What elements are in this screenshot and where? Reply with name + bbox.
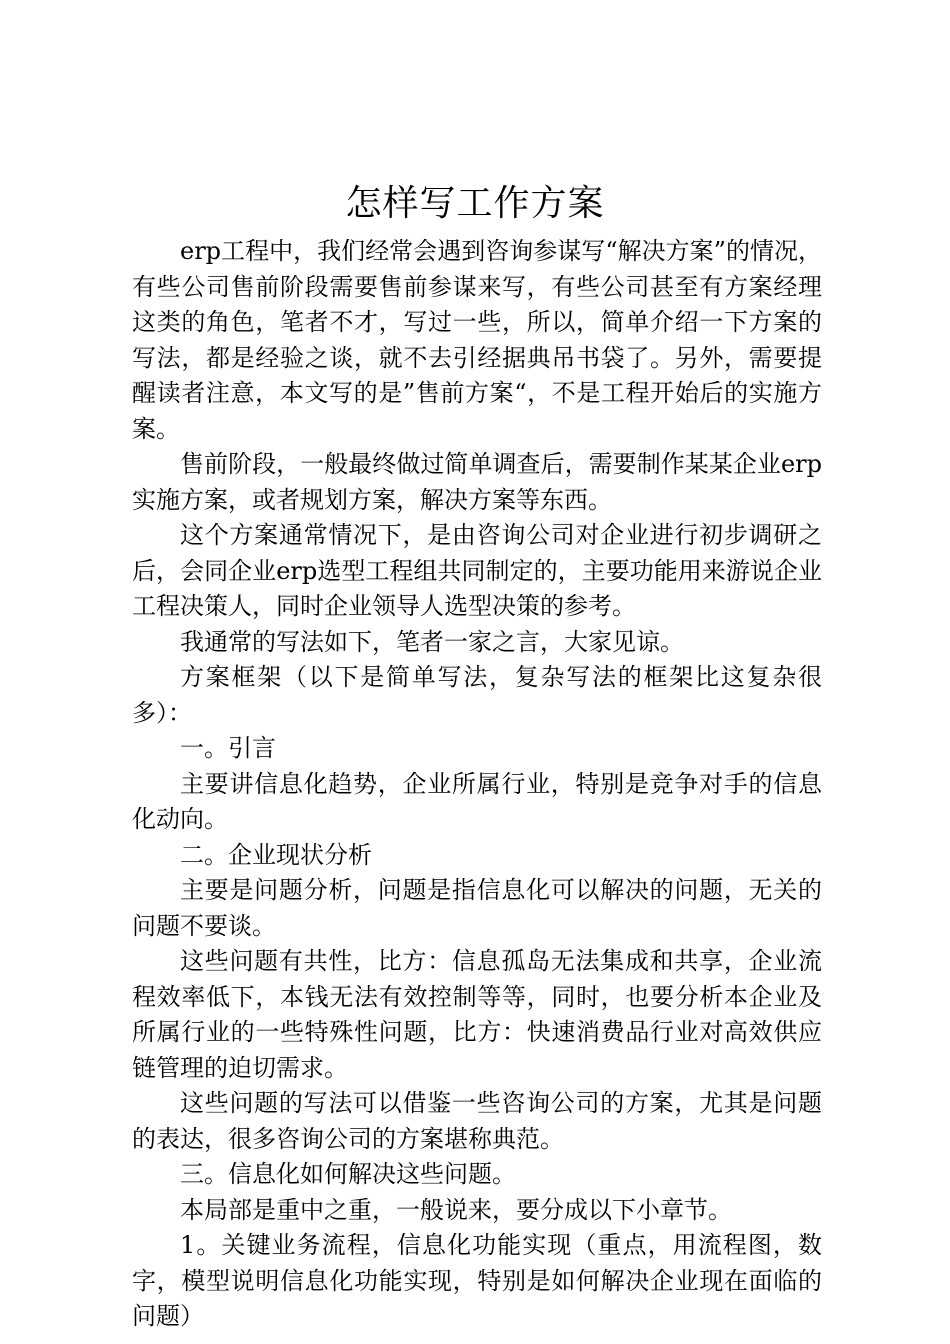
paragraph-intro: erp工程中，我们经常会遇到咨询参谋写“解决方案”的情况，有些公司售前阶段需要售前参谋来写，有些公司甚至有方案经理这类的角色，笔者不才，写过一些，所以，简单介绍一下方案的写法，都是经验之谈，就不去引经据典吊书袋了。另外，需要提醒读者注意，本文写的是”售前方案“，不是工程开始后的实施方案。 [132, 237, 822, 443]
paragraph-key-processes: 1。关键业务流程，信息化功能实现（重点，用流程图，数字，模型说明信息化功能实现，特别是如何解决企业现在面临的问题） [132, 1231, 822, 1330]
section-heading-introduction: 一。引言 [180, 734, 276, 762]
paragraph-core-section: 本局部是重中之重，一般说来，要分成以下小章节。 [180, 1195, 732, 1224]
section-heading-status-analysis: 二。企业现状分析 [180, 840, 372, 869]
paragraph-problem-writing: 这些问题的写法可以借鉴一些咨询公司的方案，尤其是问题的表达，很多咨询公司的方案堪称典范。 [132, 1089, 822, 1153]
paragraph-introduction-content: 主要讲信息化趋势，企业所属行业，特别是竞争对手的信息化动向。 [132, 769, 822, 833]
paragraph-framework: 方案框架（以下是简单写法，复杂写法的框架比这复杂很多）： [132, 663, 822, 727]
paragraph-common-problems: 这些问题有共性，比方：信息孤岛无法集成和共享，企业流程效率低下，本钱无法有效控制等等，同时，也要分析本企业及所属行业的一些特殊性问题，比方：快速消费品行业对高效供应链管理的迫切需求。 [132, 947, 822, 1082]
document-body [132, 234, 822, 1335]
section-heading-solutions: 三。信息化如何解决这些问题。 [180, 1160, 516, 1188]
paragraph-problem-analysis: 主要是问题分析，问题是指信息化可以解决的问题，无关的问题不要谈。 [132, 876, 822, 940]
paragraph-plan-purpose: 这个方案通常情况下，是由咨询公司对企业进行初步调研之后，会同企业erp选型工程组共同制定的，主要功能用来游说企业工程决策人，同时企业领导人选型决策的参考。 [132, 521, 822, 620]
paragraph-my-method: 我通常的写法如下，笔者一家之言，大家见谅。 [180, 627, 684, 656]
paragraph-presales: 售前阶段，一般最终做过简单调查后，需要制作某某企业erp实施方案，或者规划方案，解决方案等东西。 [132, 450, 822, 514]
document-title: 怎样写工作方案 [345, 183, 605, 224]
